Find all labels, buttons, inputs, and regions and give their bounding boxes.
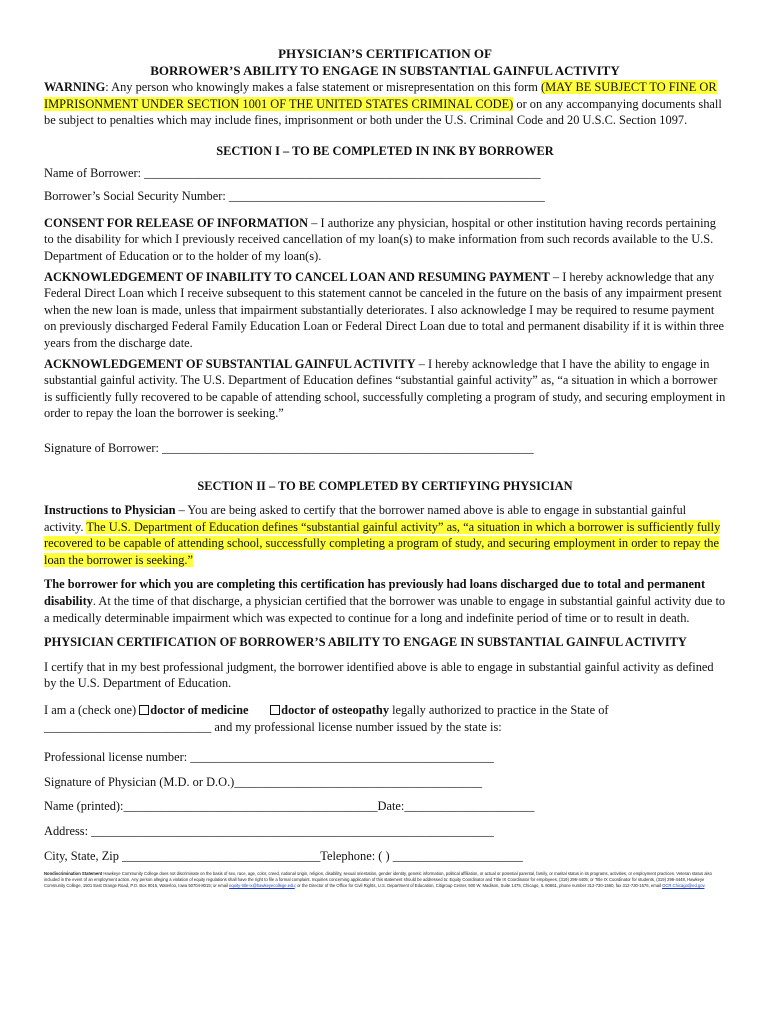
borrower-discharge-bold: The borrower for which you are completing this certification has previously had loans discharged due to total and permanent disability (44, 577, 706, 609)
borrower-signature-field[interactable] (44, 440, 726, 457)
address-blank[interactable]: _________________________________________________________________ (91, 823, 494, 838)
checkbox-do[interactable] (270, 705, 280, 715)
physician-signature-blank[interactable]: ________________________________________ (234, 774, 483, 789)
physician-signature-field[interactable] (44, 774, 726, 791)
section-1-heading: SECTION I – TO BE COMPLETED IN INK BY BORROWER (216, 143, 554, 158)
instructions-highlight: The U.S. Department of Education defines “substantial gainful activity” as, “a situation in which a borrower is sufficiently fully recovered to be capable of attending school, successfully completing a program of study, and securing employment in order to repay the loan the borrower is seeking.” (44, 519, 721, 567)
borrower-signature-label: Signature of Borrower: (44, 440, 163, 455)
footer-end: . (704, 883, 706, 889)
option-doctor-of-osteopathy[interactable] (270, 702, 389, 719)
warning-paragraph (44, 79, 726, 129)
equity-email-link[interactable]: equity-title-ix@hawkeyecollege.edu (229, 883, 295, 889)
certification-heading: PHYSICIAN CERTIFICATION OF BORROWER’S ABILITY TO ENGAGE IN SUBSTANTIAL GAINFUL ACTIVITY (44, 635, 687, 650)
option-md-label: doctor of medicine (150, 703, 249, 717)
warning-text: : Any person who knowingly makes a false statement or misrepresentation on this form (105, 80, 541, 95)
footer-text: Hawkeye Community College does not discriminate on the basis of sex, race, age, color, creed, national origin, religion, disability, sexual orientation, gender identity, genetic information, political affiliation, or actual or potential parental, family, or marital status in its programs, activities, or employment practices. Veteran status also included in the event of an employment action. Any person alleging a violation of equity regulations shall have the right to file a formal complaint. Inquiries concerning application of this statement should be addressed to: Equity Coordinator and Title IX Coordinator for employees, (319) 296-4405; or Title IX Coordinator for students, (319) 296-4448, Hawkeye Community College, 1501 East Orange Road, P.O. Box 8015, Waterloo, Iowa 50704-8015; or email (44, 871, 712, 889)
borrower-ssn-blank[interactable]: ___________________________________________________ (228, 189, 545, 204)
consent-label: CONSENT FOR RELEASE OF INFORMATION (44, 215, 309, 230)
borrower-ssn-field[interactable] (44, 188, 726, 205)
date-blank[interactable]: _____________________ (404, 799, 535, 814)
city-phone-row (44, 848, 726, 865)
physician-type-row (44, 702, 726, 735)
borrower-discharge-paragraph (44, 576, 726, 626)
ack-inability-text: – I hereby acknowledge that any Federal Direct Loan which I receive subsequent to this statement cannot be canceled in the future on the basis of any impairment present when the new loan is made, unless that impairment substantially deteriorates. I also acknowledge I may be required to resume payment on previously discharged Federal Family Education Loan or Federal Direct Loan due to total and permanent disability if it is within three years from the discharge date. (44, 269, 725, 350)
city-label: City, State, Zip (44, 848, 123, 863)
physician-signature-label: Signature of Physician (M.D. or D.O.) (44, 774, 235, 789)
consent-text: – I authorize any physician, hospital or other institution having records pertaining to the disability for which I previously received cancellation of my loan(s) to make information from such records available to the U.S. Department of Education or to the holder of my loan(s). (44, 215, 716, 263)
section-2-heading: SECTION II – TO BE COMPLETED BY CERTIFYING PHYSICIAN (197, 479, 573, 494)
state-after-text: and my professional license number issued by the state is: (211, 719, 502, 734)
borrower-ssn-label: Borrower’s Social Security Number: (44, 189, 229, 204)
borrower-signature-blank[interactable]: ____________________________________________________________ (162, 440, 534, 455)
form-title (44, 46, 726, 79)
instructions-text: – You are being asked to certify that the borrower named above is able to engage in substantial gainful activity. (44, 503, 687, 534)
warning-label: WARNING (44, 80, 106, 95)
borrower-name-field[interactable] (44, 165, 726, 182)
footer-text-continued: ; or the Director of the Office for Civil Rights, U.S. Department of Education, Citigroup Center, 500 W. Madison, Suite 1475, Chicago, IL 60661, phone number 312-730-1560, fax 312-730-1576, email (294, 883, 663, 889)
instructions-label: Instructions to Physician (44, 503, 176, 518)
footer-label: Nondiscrimination Statement (44, 871, 103, 877)
option-do-label: doctor of osteopathy (281, 703, 390, 717)
borrower-name-label: Name of Borrower: (44, 165, 145, 180)
physician-type-intro: I am a (check one) (44, 703, 140, 717)
ocr-email-link[interactable]: OCR.Chicago@ed.gov (662, 883, 705, 889)
city-blank[interactable]: ________________________________ (122, 848, 321, 863)
certification-text: I certify that in my best professional judgment, the borrower identified above is able to engage in substantial gainful activity as defined by the U.S. Department of Education. (44, 659, 714, 691)
ack-inability-paragraph (44, 269, 726, 352)
state-blank[interactable]: ___________________________ (44, 719, 212, 734)
form-content (44, 46, 726, 889)
checkbox-md[interactable] (139, 705, 149, 715)
consent-paragraph (44, 215, 726, 265)
borrower-discharge-text: . At the time of that discharge, a physician certified that the borrower was unable to engage in substantial gainful activity due to a medically determinable impairment which was expected to continue for a long and indefinite period of time or to result in death. (44, 594, 726, 625)
nondiscrimination-statement (44, 871, 726, 889)
title-line-2: BORROWER’S ABILITY TO ENGAGE IN SUBSTANTIAL GAINFUL ACTIVITY (150, 62, 620, 78)
warning-highlight: (MAY BE SUBJECT TO FINE OR IMPRISONMENT UNDER SECTION 1001 OF THE UNITED STATES CRIMINAL CODE) (44, 80, 717, 111)
ack-sga-paragraph (44, 356, 726, 422)
ack-sga-label: ACKNOWLEDGEMENT OF SUBSTANTIAL GAINFUL ACTIVITY (44, 356, 416, 371)
physician-name-label: Name (printed): (44, 799, 124, 814)
physician-name-blank[interactable]: _________________________________________ (123, 799, 378, 814)
instructions-paragraph (44, 502, 726, 568)
address-field[interactable] (44, 823, 726, 840)
option-doctor-of-medicine[interactable] (139, 702, 248, 719)
license-number-blank[interactable]: _________________________________________________ (190, 750, 494, 765)
physician-type-after: legally authorized to practice in the State of (389, 703, 609, 717)
warning-text-continued: or on any accompanying documents shall be subject to penalties which may include fines, imprisonment or both under the U.S. Criminal Code and 20 U.S.C. Section 1097. (44, 96, 722, 128)
license-number-label: Professional license number: (44, 750, 191, 765)
title-line-1: PHYSICIAN’S CERTIFICATION OF (278, 46, 492, 61)
physician-name-date-row (44, 798, 726, 815)
telephone-label: Telephone: ( ) (320, 848, 393, 863)
license-number-field[interactable] (44, 749, 726, 766)
borrower-name-blank[interactable]: ________________________________________________________________ (144, 165, 541, 180)
date-label: Date: (377, 799, 405, 814)
telephone-blank[interactable]: _____________________ (392, 848, 523, 863)
address-label: Address: (44, 823, 92, 838)
ack-inability-label: ACKNOWLEDGEMENT OF INABILITY TO CANCEL LOAN AND RESUMING PAYMENT (44, 269, 550, 284)
ack-sga-text: – I hereby acknowledge that I have the ability to engage in substantial gainful activity. The U.S. Department of Education defines “substantial gainful activity” as, “a situation in which a borrower is sufficiently fully recovered to be capable of attending school, successfully completing a program of study, and securing employment in order to repay the loan the borrower is seeking.” (44, 356, 726, 421)
